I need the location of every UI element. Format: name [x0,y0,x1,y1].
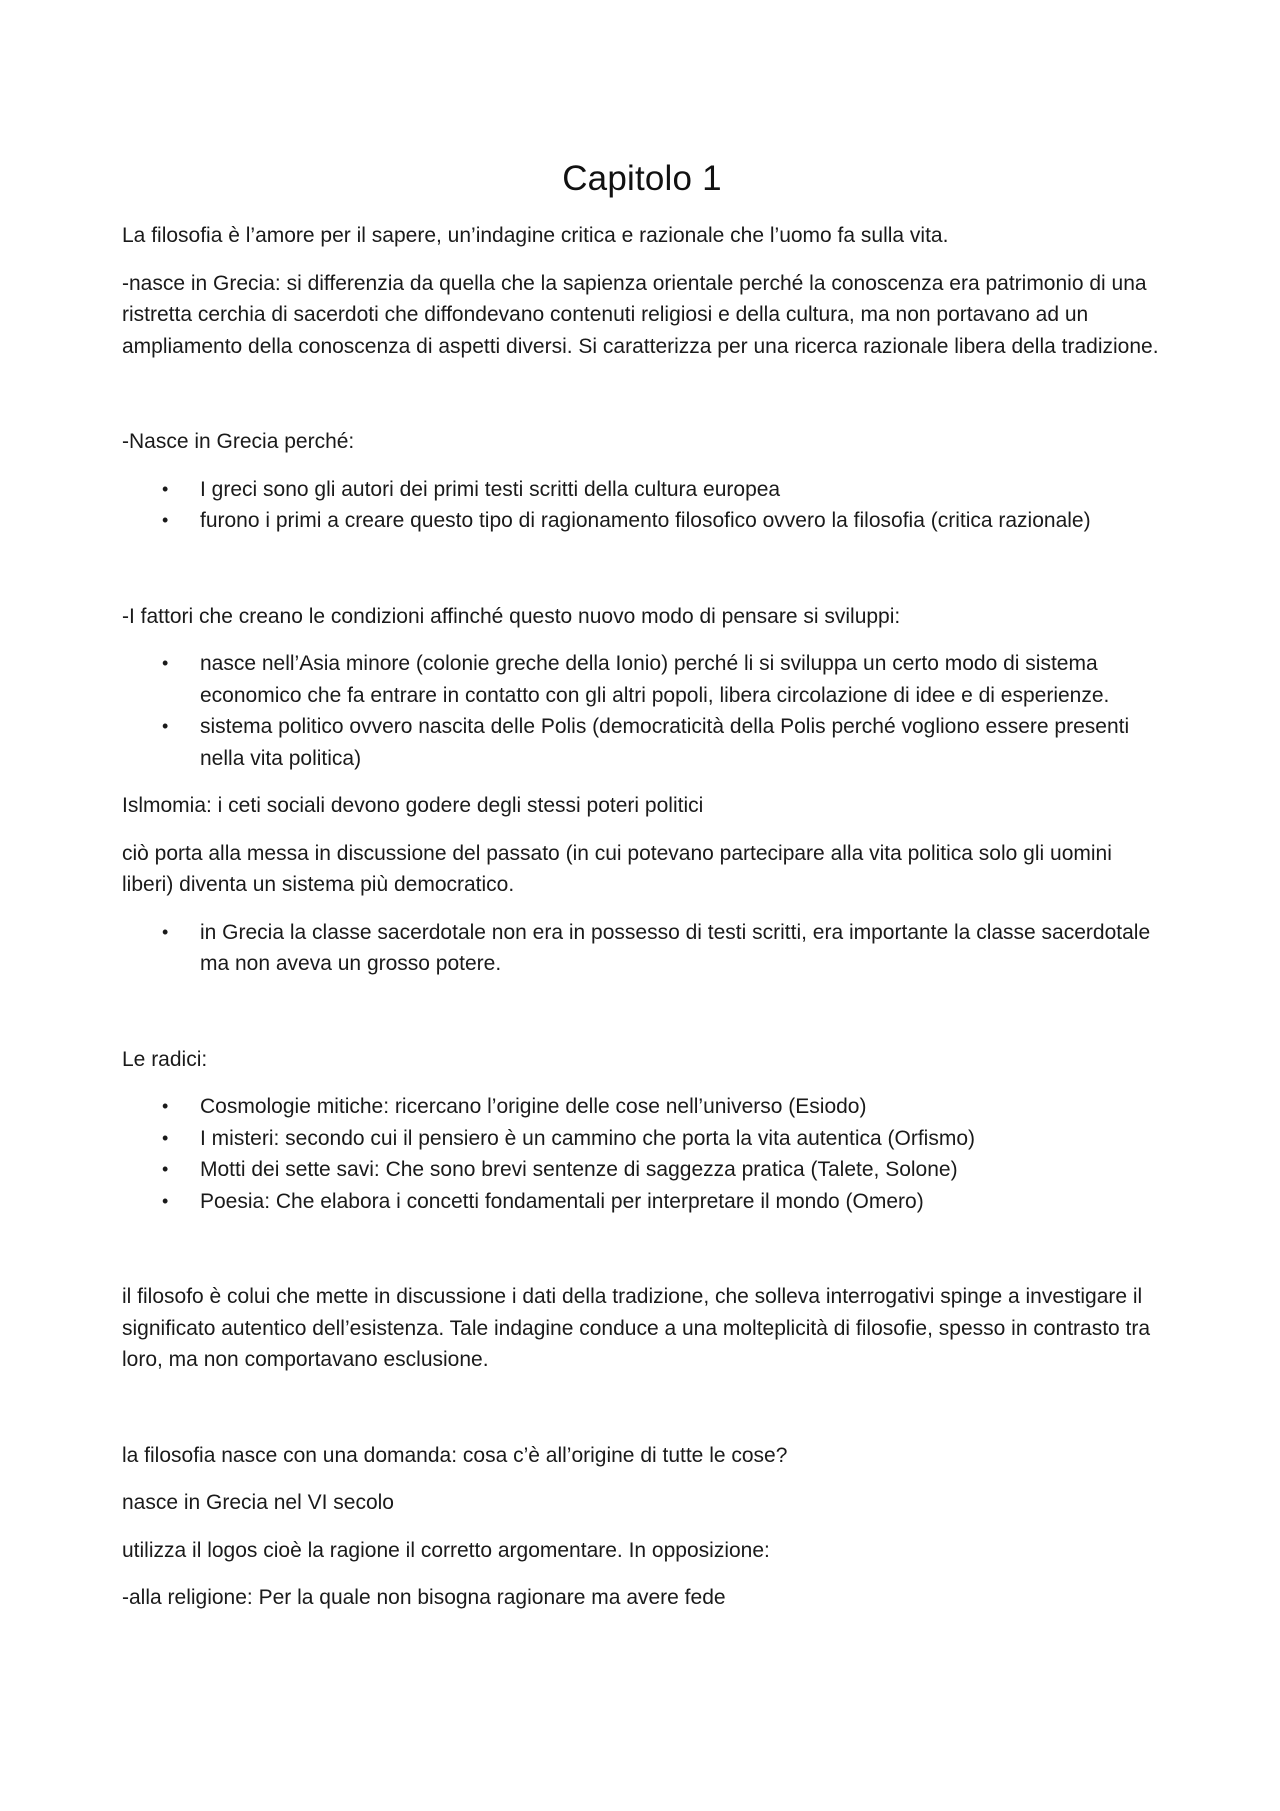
document-body [122,150,1162,1630]
spacer [122,1392,1162,1440]
consequence-paragraph: ciò porta alla messa in discussione del passato (in cui potevano partecipare alla vita politica solo gli uomini liberi) diventa un sistema più democratico. [122,841,1112,896]
list-item [122,1091,1162,1123]
bullet-icon: • [162,921,169,942]
list-item [122,1186,1162,1218]
factors-heading: -I fattori che creano le condizioni affinché questo nuovo modo di pensare si sviluppi: [122,604,901,628]
why-greece-heading: -Nasce in Grecia perché: [122,430,355,453]
page-title: Capitolo 1 [562,159,722,198]
bullet-icon: • [162,1096,169,1116]
list-item-text: Poesia: Che elabora i concetti fondamentali per interpretare il mondo (Omero) [200,1189,924,1213]
factors-list [122,648,1162,774]
list-item-text: sistema politico ovvero nascita delle Polis (democraticità della Polis perché vogliono essere presenti nella vita politica) [200,715,1130,770]
bullet-icon: • [162,653,169,673]
bullet-icon: • [162,478,169,499]
bullet-icon: • [162,1190,169,1211]
spacer [122,1233,1162,1281]
list-item [122,505,1162,537]
roots-list [122,1091,1162,1217]
list-item [122,917,1162,980]
list-item-text: Motti dei sette savi: Che sono brevi sentenze di saggezza pratica (Talete, Solone) [200,1158,958,1181]
list-item-text: I greci sono gli autori dei primi testi scritti della cultura europea [200,477,781,501]
why-greece-list [122,474,1162,537]
list-item-text: Cosmologie mitiche: ricercano l’origine delle cose nell’universo (Esiodo) [200,1095,867,1118]
list-item-text: nasce nell’Asia minore (colonie greche della Ionio) perché li si sviluppa un certo modo di sistema economico che fa entrare in contatto con gli altri popoli, libera circolazione di idee e di esperienze. [200,652,1110,707]
bullet-icon: • [162,1127,169,1148]
century-paragraph: nasce in Grecia nel VI secolo [122,1491,394,1514]
list-item [122,1154,1162,1186]
spacer [122,996,1162,1044]
bullet-icon: • [162,510,169,530]
list-item-text: in Grecia la classe sacerdotale non era in possesso di testi scritti, era importante la classe sacerdotale ma non aveva un grosso potere. [200,920,1151,975]
bullet-icon: • [162,716,169,736]
list-item-text: I misteri: secondo cui il pensiero è un cammino che porta la vita autentica (Orfismo) [200,1126,976,1150]
religion-paragraph: -alla religione: Per la quale non bisogna ragionare ma avere fede [122,1586,726,1609]
list-item [122,474,1162,506]
list-item-text: furono i primi a creare questo tipo di ragionamento filosofico ovvero la filosofia (critica razionale) [200,509,1091,532]
spacer [122,553,1162,601]
list-item [122,711,1162,774]
philosopher-paragraph: il filosofo è colui che mette in discussione i dati della tradizione, che solleva interrogativi spinge a investigare il significato autentico dell’esistenza. Tale indagine conduce a una molteplicità di filosofie, spesso in contrasto tra loro, ma non comportavano esclusione. [122,1285,1151,1371]
spacer [122,378,1162,426]
list-item [122,1123,1162,1155]
islmomia-paragraph: Islmomia: i ceti sociali devono godere degli stessi poteri politici [122,794,704,817]
question-paragraph: la filosofia nasce con una domanda: cosa c’è all’origine di tutte le cose? [122,1443,788,1467]
list-item [122,648,1162,711]
origin-paragraph: -nasce in Grecia: si differenzia da quella che la sapienza orientale perché la conoscenza era patrimonio di una ristretta cerchia di sacerdoti che diffondevano contenuti religiosi e della cultura, ma non portavano ad un ampliamento della conoscenza di aspetti diversi. Si caratterizza per una ricerca razionale libera della tradizione. [122,271,1159,358]
logos-paragraph: utilizza il logos cioè la ragione il corretto argomentare. In opposizione: [122,1538,770,1562]
priesthood-list [122,917,1162,980]
intro-paragraph: La filosofia è l’amore per il sapere, un’indagine critica e razionale che l’uomo fa sulla vita. [122,224,949,247]
roots-heading: Le radici: [122,1047,208,1071]
bullet-icon: • [162,1159,169,1179]
